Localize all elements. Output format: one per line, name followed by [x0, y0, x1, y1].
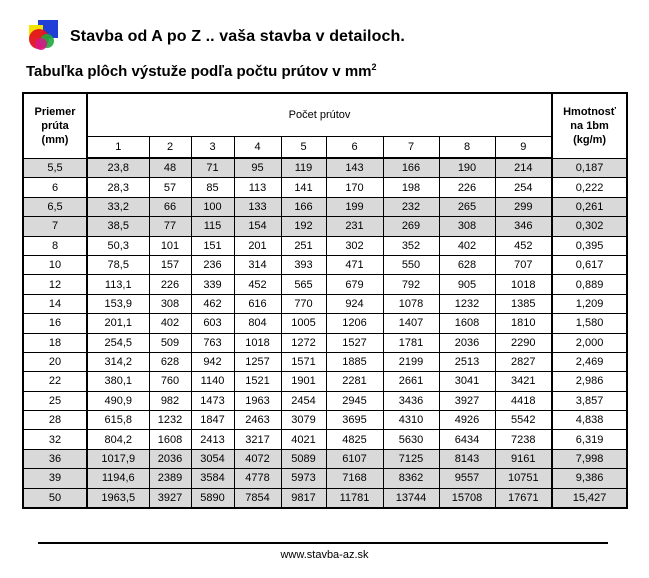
area-cell: 2036 — [439, 333, 495, 352]
count-column-header: 1 — [87, 137, 149, 159]
diameter-cell: 5,5 — [23, 158, 87, 178]
area-cell: 471 — [326, 255, 383, 274]
table-row — [23, 333, 627, 352]
area-cell: 254,5 — [87, 333, 149, 352]
footer-divider — [38, 542, 608, 544]
area-cell: 4825 — [326, 430, 383, 449]
area-cell: 4072 — [234, 449, 281, 468]
mass-header-line-2: na 1bm — [570, 119, 609, 132]
table-title-text: Tabuľka plôch výstuže podľa počtu prútov v mm — [26, 63, 372, 80]
area-cell: 119 — [281, 158, 326, 178]
area-cell: 1608 — [439, 314, 495, 333]
area-cell: 942 — [191, 352, 234, 371]
area-cell: 1078 — [383, 294, 439, 313]
area-cell: 628 — [439, 255, 495, 274]
area-cell: 190 — [439, 158, 495, 178]
area-cell: 2463 — [234, 411, 281, 430]
area-cell: 4778 — [234, 469, 281, 488]
area-cell: 192 — [281, 217, 326, 236]
table-row — [23, 178, 627, 197]
area-cell: 170 — [326, 178, 383, 197]
table-row — [23, 391, 627, 410]
area-cell: 1963 — [234, 391, 281, 410]
mass-cell: 2,469 — [552, 352, 627, 371]
area-cell: 2661 — [383, 372, 439, 391]
area-cell: 3927 — [439, 391, 495, 410]
area-cell: 1810 — [495, 314, 552, 333]
area-cell: 9161 — [495, 449, 552, 468]
area-cell: 4021 — [281, 430, 326, 449]
mass-header-line-3: (kg/m) — [573, 133, 607, 146]
area-cell: 254 — [495, 178, 552, 197]
area-cell: 10751 — [495, 469, 552, 488]
table-row — [23, 158, 627, 178]
mass-cell: 1,209 — [552, 294, 627, 313]
area-cell: 154 — [234, 217, 281, 236]
area-cell: 77 — [149, 217, 191, 236]
area-cell: 3436 — [383, 391, 439, 410]
area-cell: 490,9 — [87, 391, 149, 410]
mass-cell: 9,386 — [552, 469, 627, 488]
area-cell: 232 — [383, 197, 439, 216]
diameter-cell: 6,5 — [23, 197, 87, 216]
area-cell: 48 — [149, 158, 191, 178]
area-cell: 28,3 — [87, 178, 149, 197]
area-cell: 804,2 — [87, 430, 149, 449]
area-cell: 1473 — [191, 391, 234, 410]
area-cell: 9817 — [281, 488, 326, 508]
diameter-cell: 50 — [23, 488, 87, 508]
area-cell: 151 — [191, 236, 234, 255]
area-cell: 3584 — [191, 469, 234, 488]
area-cell: 66 — [149, 197, 191, 216]
diameter-cell: 10 — [23, 255, 87, 274]
mass-cell: 0,261 — [552, 197, 627, 216]
colored-shapes-logo-icon — [26, 19, 62, 55]
count-column-header: 4 — [234, 137, 281, 159]
diameter-cell: 12 — [23, 275, 87, 294]
diameter-cell: 28 — [23, 411, 87, 430]
area-cell: 4418 — [495, 391, 552, 410]
area-cell: 2199 — [383, 352, 439, 371]
mass-cell: 0,302 — [552, 217, 627, 236]
area-cell: 50,3 — [87, 236, 149, 255]
area-cell: 452 — [234, 275, 281, 294]
table-title — [26, 62, 377, 80]
diameter-cell: 39 — [23, 469, 87, 488]
area-cell: 226 — [149, 275, 191, 294]
count-column-header: 2 — [149, 137, 191, 159]
area-cell: 402 — [439, 236, 495, 255]
count-column-header: 6 — [326, 137, 383, 159]
diameter-cell: 6 — [23, 178, 87, 197]
area-cell: 133 — [234, 197, 281, 216]
area-cell: 804 — [234, 314, 281, 333]
area-cell: 4926 — [439, 411, 495, 430]
area-cell: 2513 — [439, 352, 495, 371]
table-row — [23, 372, 627, 391]
mass-cell: 3,857 — [552, 391, 627, 410]
area-cell: 201 — [234, 236, 281, 255]
area-cell: 760 — [149, 372, 191, 391]
area-cell: 7854 — [234, 488, 281, 508]
table-row — [23, 488, 627, 508]
area-cell: 8143 — [439, 449, 495, 468]
table-row — [23, 314, 627, 333]
area-cell: 2945 — [326, 391, 383, 410]
mass-cell: 0,187 — [552, 158, 627, 178]
table-row — [23, 352, 627, 371]
count-column-header: 9 — [495, 137, 552, 159]
area-cell: 1194,6 — [87, 469, 149, 488]
area-cell: 166 — [383, 158, 439, 178]
table-title-superscript: 2 — [371, 62, 377, 72]
diameter-header-line-2: prúta — [41, 119, 69, 132]
area-cell: 299 — [495, 197, 552, 216]
area-cell: 616 — [234, 294, 281, 313]
diameter-header-line-3: (mm) — [41, 133, 69, 146]
area-cell: 3041 — [439, 372, 495, 391]
diameter-cell: 8 — [23, 236, 87, 255]
area-cell: 352 — [383, 236, 439, 255]
table-row — [23, 449, 627, 468]
area-cell: 1521 — [234, 372, 281, 391]
site-header — [26, 20, 405, 54]
area-cell: 302 — [326, 236, 383, 255]
mass-header — [552, 93, 627, 158]
diameter-header-line-1: Priemer — [34, 105, 76, 118]
area-cell: 4310 — [383, 411, 439, 430]
area-cell: 615,8 — [87, 411, 149, 430]
area-cell: 628 — [149, 352, 191, 371]
area-cell: 100 — [191, 197, 234, 216]
area-cell: 308 — [149, 294, 191, 313]
area-cell: 707 — [495, 255, 552, 274]
diameter-cell: 16 — [23, 314, 87, 333]
area-cell: 1018 — [234, 333, 281, 352]
area-cell: 13744 — [383, 488, 439, 508]
area-cell: 9557 — [439, 469, 495, 488]
table-row — [23, 469, 627, 488]
area-cell: 1005 — [281, 314, 326, 333]
footer-url: www.stavba-az.sk — [280, 549, 369, 561]
table-row — [23, 430, 627, 449]
area-cell: 2281 — [326, 372, 383, 391]
area-cell: 17671 — [495, 488, 552, 508]
area-cell: 1963,5 — [87, 488, 149, 508]
area-cell: 15708 — [439, 488, 495, 508]
diameter-cell: 36 — [23, 449, 87, 468]
area-cell: 1847 — [191, 411, 234, 430]
area-cell: 763 — [191, 333, 234, 352]
area-cell: 2827 — [495, 352, 552, 371]
mass-cell: 0,222 — [552, 178, 627, 197]
area-cell: 2454 — [281, 391, 326, 410]
rebar-area-table — [22, 92, 628, 509]
area-cell: 1608 — [149, 430, 191, 449]
area-cell: 141 — [281, 178, 326, 197]
area-cell: 201,1 — [87, 314, 149, 333]
area-cell: 3927 — [149, 488, 191, 508]
area-cell: 115 — [191, 217, 234, 236]
area-cell: 7125 — [383, 449, 439, 468]
area-cell: 1385 — [495, 294, 552, 313]
area-cell: 339 — [191, 275, 234, 294]
area-cell: 101 — [149, 236, 191, 255]
table-row — [23, 275, 627, 294]
area-cell: 679 — [326, 275, 383, 294]
area-cell: 1901 — [281, 372, 326, 391]
mass-cell: 7,998 — [552, 449, 627, 468]
area-cell: 982 — [149, 391, 191, 410]
area-cell: 346 — [495, 217, 552, 236]
area-cell: 8362 — [383, 469, 439, 488]
area-cell: 1232 — [439, 294, 495, 313]
area-cell: 2413 — [191, 430, 234, 449]
count-header: Počet prútov — [87, 93, 552, 137]
area-cell: 265 — [439, 197, 495, 216]
table-row — [23, 294, 627, 313]
area-cell: 1527 — [326, 333, 383, 352]
mass-cell: 0,889 — [552, 275, 627, 294]
area-cell: 199 — [326, 197, 383, 216]
area-cell: 1018 — [495, 275, 552, 294]
area-cell: 214 — [495, 158, 552, 178]
count-column-header: 7 — [383, 137, 439, 159]
area-cell: 1272 — [281, 333, 326, 352]
area-cell: 95 — [234, 158, 281, 178]
area-cell: 71 — [191, 158, 234, 178]
area-cell: 157 — [149, 255, 191, 274]
area-cell: 1407 — [383, 314, 439, 333]
mass-cell: 1,580 — [552, 314, 627, 333]
area-cell: 905 — [439, 275, 495, 294]
area-cell: 2389 — [149, 469, 191, 488]
area-cell: 3054 — [191, 449, 234, 468]
area-cell: 380,1 — [87, 372, 149, 391]
diameter-header — [23, 93, 87, 158]
area-cell: 308 — [439, 217, 495, 236]
area-cell: 2036 — [149, 449, 191, 468]
area-cell: 792 — [383, 275, 439, 294]
mass-cell: 6,319 — [552, 430, 627, 449]
area-cell: 1885 — [326, 352, 383, 371]
area-cell: 603 — [191, 314, 234, 333]
area-cell: 5542 — [495, 411, 552, 430]
area-cell: 251 — [281, 236, 326, 255]
area-cell: 198 — [383, 178, 439, 197]
mass-cell: 2,986 — [552, 372, 627, 391]
count-column-header: 3 — [191, 137, 234, 159]
area-cell: 1571 — [281, 352, 326, 371]
area-cell: 393 — [281, 255, 326, 274]
diameter-cell: 20 — [23, 352, 87, 371]
diameter-cell: 14 — [23, 294, 87, 313]
mass-cell: 4,838 — [552, 411, 627, 430]
mass-cell: 0,395 — [552, 236, 627, 255]
area-cell: 85 — [191, 178, 234, 197]
area-cell: 33,2 — [87, 197, 149, 216]
table-row — [23, 411, 627, 430]
area-cell: 1017,9 — [87, 449, 149, 468]
area-cell: 11781 — [326, 488, 383, 508]
mass-header-line-1: Hmotnosť — [563, 105, 617, 118]
table-row — [23, 217, 627, 236]
area-cell: 5973 — [281, 469, 326, 488]
diameter-cell: 25 — [23, 391, 87, 410]
area-cell: 770 — [281, 294, 326, 313]
area-cell: 3079 — [281, 411, 326, 430]
area-cell: 6107 — [326, 449, 383, 468]
area-cell: 3695 — [326, 411, 383, 430]
area-cell: 23,8 — [87, 158, 149, 178]
area-cell: 6434 — [439, 430, 495, 449]
mass-cell: 0,617 — [552, 255, 627, 274]
area-cell: 1140 — [191, 372, 234, 391]
area-cell: 7238 — [495, 430, 552, 449]
area-cell: 226 — [439, 178, 495, 197]
area-cell: 1781 — [383, 333, 439, 352]
area-cell: 1257 — [234, 352, 281, 371]
area-cell: 153,9 — [87, 294, 149, 313]
area-cell: 166 — [281, 197, 326, 216]
area-cell: 269 — [383, 217, 439, 236]
area-cell: 509 — [149, 333, 191, 352]
area-cell: 5630 — [383, 430, 439, 449]
area-cell: 550 — [383, 255, 439, 274]
area-cell: 2290 — [495, 333, 552, 352]
diameter-cell: 18 — [23, 333, 87, 352]
mass-cell: 15,427 — [552, 488, 627, 508]
area-cell: 565 — [281, 275, 326, 294]
area-cell: 5089 — [281, 449, 326, 468]
area-cell: 452 — [495, 236, 552, 255]
area-cell: 1206 — [326, 314, 383, 333]
area-cell: 1232 — [149, 411, 191, 430]
area-cell: 113,1 — [87, 275, 149, 294]
area-cell: 231 — [326, 217, 383, 236]
area-cell: 402 — [149, 314, 191, 333]
area-cell: 78,5 — [87, 255, 149, 274]
count-column-header: 8 — [439, 137, 495, 159]
area-cell: 236 — [191, 255, 234, 274]
mass-cell: 2,000 — [552, 333, 627, 352]
table-row — [23, 197, 627, 216]
area-cell: 462 — [191, 294, 234, 313]
area-cell: 38,5 — [87, 217, 149, 236]
table-row — [23, 236, 627, 255]
diameter-cell: 22 — [23, 372, 87, 391]
table-row — [23, 255, 627, 274]
area-cell: 7168 — [326, 469, 383, 488]
area-cell: 113 — [234, 178, 281, 197]
count-column-header: 5 — [281, 137, 326, 159]
area-cell: 143 — [326, 158, 383, 178]
area-cell: 3421 — [495, 372, 552, 391]
site-title: Stavba od A po Z .. vaša stavba v detailoch. — [70, 28, 405, 45]
area-cell: 924 — [326, 294, 383, 313]
area-cell: 314,2 — [87, 352, 149, 371]
area-cell: 5890 — [191, 488, 234, 508]
area-cell: 3217 — [234, 430, 281, 449]
diameter-cell: 7 — [23, 217, 87, 236]
area-cell: 314 — [234, 255, 281, 274]
area-cell: 57 — [149, 178, 191, 197]
diameter-cell: 32 — [23, 430, 87, 449]
